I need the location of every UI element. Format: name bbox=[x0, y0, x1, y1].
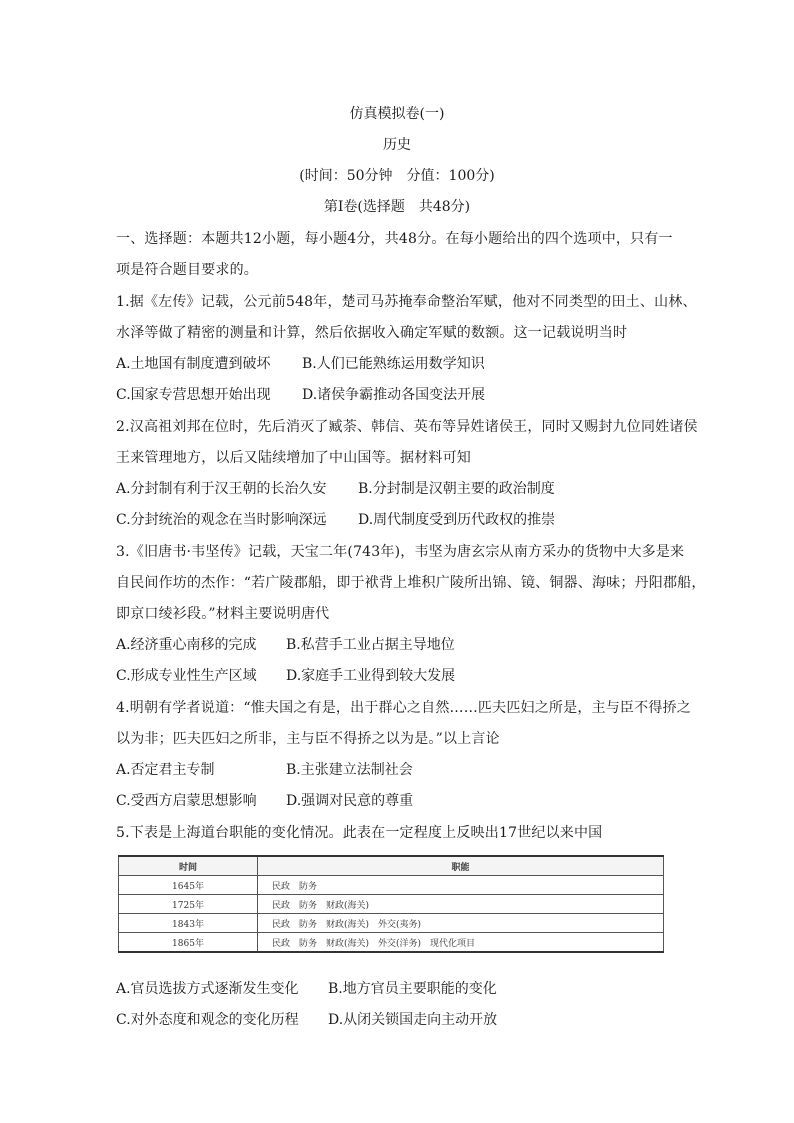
question-1-stem: 水泽等做了精密的测量和计算，然后依据收入确定军赋的数额。这一记载说明当时 bbox=[116, 325, 628, 341]
time-score-info: (时间：50分钟 分值：100分) bbox=[299, 168, 495, 184]
table-cell-year: 1843年 bbox=[119, 914, 258, 933]
question-1-option-d: D.诸侯争霸推动各国变法开展 bbox=[302, 387, 486, 403]
table-header-row bbox=[119, 856, 664, 876]
question-2-option-d: D.周代制度受到历代政权的推崇 bbox=[358, 512, 556, 528]
question-3-stem: 3.《旧唐书·韦坚传》记载，天宝二年(743年)，韦坚为唐玄宗从南方采办的货物中大多是来 bbox=[116, 544, 685, 560]
question-2-option-a: A.分封制有利于汉王朝的长治久安 bbox=[116, 481, 327, 497]
question-4-option-c: C.受西方启蒙思想影响 bbox=[116, 793, 257, 809]
part-title: 第Ⅰ卷(选择题 共48分) bbox=[323, 199, 471, 215]
table-row bbox=[119, 914, 664, 933]
question-2-stem: 2.汉高祖刘邦在位时，先后消灭了臧荼、韩信、英布等异姓诸侯王，同时又赐封九位同姓诸侯 bbox=[116, 419, 698, 435]
table-row bbox=[119, 876, 664, 895]
table-cell-year: 1865年 bbox=[119, 933, 258, 953]
question-1-stem: 1.据《左传》记载，公元前548年，楚司马苏掩奉命整治军赋，他对不同类型的田土、山林、 bbox=[116, 294, 697, 310]
question-2-option-c: C.分封统治的观念在当时影响深远 bbox=[116, 512, 327, 528]
question-5-option-a: A.官员选拔方式逐渐发生变化 bbox=[116, 981, 299, 997]
question-1-option-c: C.国家专营思想开始出现 bbox=[116, 387, 271, 403]
question-5-option-c: C.对外态度和观念的变化历程 bbox=[116, 1012, 299, 1028]
question-5-stem: 5.下表是上海道台职能的变化情况。此表在一定程度上反映出17世纪以来中国 bbox=[116, 825, 603, 841]
intro-line: 一、选择题：本题共12小题，每小题4分，共48分。在每小题给出的四个选项中，只有一 bbox=[116, 231, 673, 247]
question-3-option-c: C.形成专业性生产区域 bbox=[116, 668, 257, 684]
question-1-option-a: A.土地国有制度遭到破坏 bbox=[116, 356, 271, 372]
question-1-option-b: B.人们已能熟练运用数学知识 bbox=[302, 356, 485, 372]
table-cell-year: 1725年 bbox=[119, 895, 258, 914]
question-3-option-a: A.经济重心南移的完成 bbox=[116, 637, 257, 653]
table-cell-year: 1645年 bbox=[119, 876, 258, 895]
table-row bbox=[119, 895, 664, 914]
table-cell-duty: 民政 防务 bbox=[258, 876, 664, 895]
exam-title: 仿真模拟卷(一) bbox=[349, 106, 445, 122]
question-4-stem: 以为非；匹夫匹妇之所非，主与臣不得挢之以为是。”以上言论 bbox=[116, 731, 500, 747]
table-row bbox=[119, 933, 664, 953]
question-4-stem: 4.明朝有学者说道：“惟夫国之有是，出于群心之自然……匹夫匹妇之所是，主与臣不得挢之 bbox=[116, 700, 691, 716]
question-5-option-b: B.地方官员主要职能的变化 bbox=[328, 981, 497, 997]
table-cell-duty: 民政 防务 财政(海关) 外交(洋务) 现代化项目 bbox=[258, 933, 664, 953]
question-3-option-b: B.私营手工业占据主导地位 bbox=[286, 637, 455, 653]
question-4-option-b: B.主张建立法制社会 bbox=[286, 762, 413, 778]
question-2-stem: 王来管理地方，以后又陆续增加了中山国等。据材料可知 bbox=[116, 450, 471, 466]
question-4-option-d: D.强调对民意的尊重 bbox=[286, 793, 414, 809]
question-3-option-d: D.家庭手工业得到较大发展 bbox=[286, 668, 456, 684]
subject-title: 历史 bbox=[383, 137, 411, 153]
duty-table bbox=[118, 855, 664, 953]
table-header-cell: 时间 bbox=[119, 856, 258, 876]
table-cell-duty: 民政 防务 财政(海关) 外交(夷务) bbox=[258, 914, 664, 933]
question-3-stem: 即京口绫衫段。”材料主要说明唐代 bbox=[116, 606, 330, 622]
table-cell-duty: 民政 防务 财政(海关) bbox=[258, 895, 664, 914]
table-header-cell: 职能 bbox=[258, 856, 664, 876]
question-3-stem: 自民间作坊的杰作：“若广陵郡船，即于袱背上堆积广陵所出锦、镜、铜器、海味；丹阳郡船， bbox=[116, 575, 706, 591]
question-5-option-d: D.从闭关锁国走向主动开放 bbox=[328, 1012, 498, 1028]
intro-line: 项是符合题目要求的。 bbox=[116, 262, 258, 278]
question-4-option-a: A.否定君主专制 bbox=[116, 762, 215, 778]
question-2-option-b: B.分封制是汉朝主要的政治制度 bbox=[358, 481, 555, 497]
